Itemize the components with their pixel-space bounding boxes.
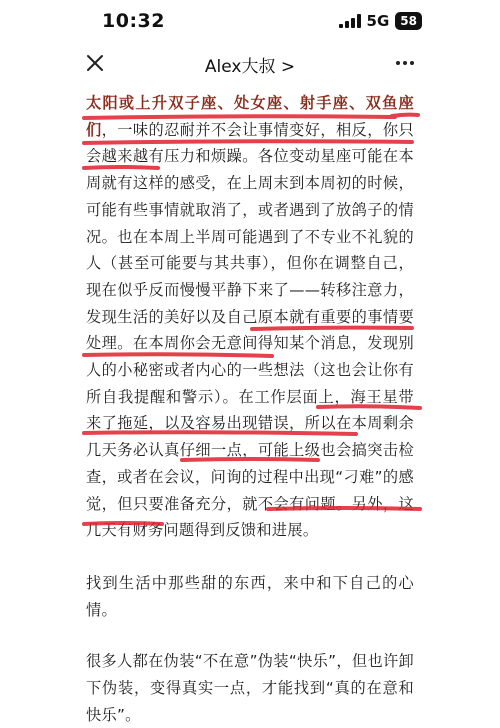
status-time: 10:32: [102, 10, 165, 32]
signal-icon: [339, 14, 361, 28]
article-paragraph-1: [86, 90, 414, 544]
more-icon[interactable]: [394, 52, 416, 74]
page-title[interactable]: Alex大叔 >: [204, 57, 296, 77]
article-body: [86, 90, 414, 728]
article-paragraph-3: 很多人都在伪装“不在意”伪装“快乐”，但也许卸下伪装，变得真实一点，才能找到“真的在意和快乐”。: [86, 652, 414, 724]
battery-icon: 58: [395, 12, 422, 30]
article-paragraph-1-text: ，一味的忍耐并不会让事情变好，相反，你只会越来越有压力和烦躁。各位变动星座可能在本周就有这样的感受，在上周末到本周初的时候，可能有些事情就取消了，或者遇到了放鸽子的情况。也在本周上半周可能遇到了不专业不礼貌的人（甚至可能要与其共事），但你在调整自己，现在似乎反而慢慢平静下来了——转移注意力，发现生活的美好以及自己原本就有重要的事情要处理。在本周你会无意间得知某个消息，发现别人的小秘密或者内心的一些想法（这也会让你有所自我提醒和警示）。在工作层面上，海王星带来了拖延，以及容易出现错误，所以在本周剩余几天务必认真仔细一点，可能上级也会搞突击检查，或者在会议，问询的过程中出现“刁难”的感觉，但只要准备充分，就不会有问题。另外，这几天有财务问题得到反馈和进展。: [86, 120, 414, 540]
article-paragraph-2: 找到生活中那些甜的东西，来中和下自己的心情。: [86, 573, 414, 619]
network-label: 5G: [366, 12, 390, 30]
nav-bar: [70, 44, 430, 84]
status-indicators: [339, 12, 422, 30]
article-lead: 太阳或上升双子座、处女座、射手座、双鱼座们: [86, 94, 414, 139]
status-bar: [0, 0, 500, 44]
